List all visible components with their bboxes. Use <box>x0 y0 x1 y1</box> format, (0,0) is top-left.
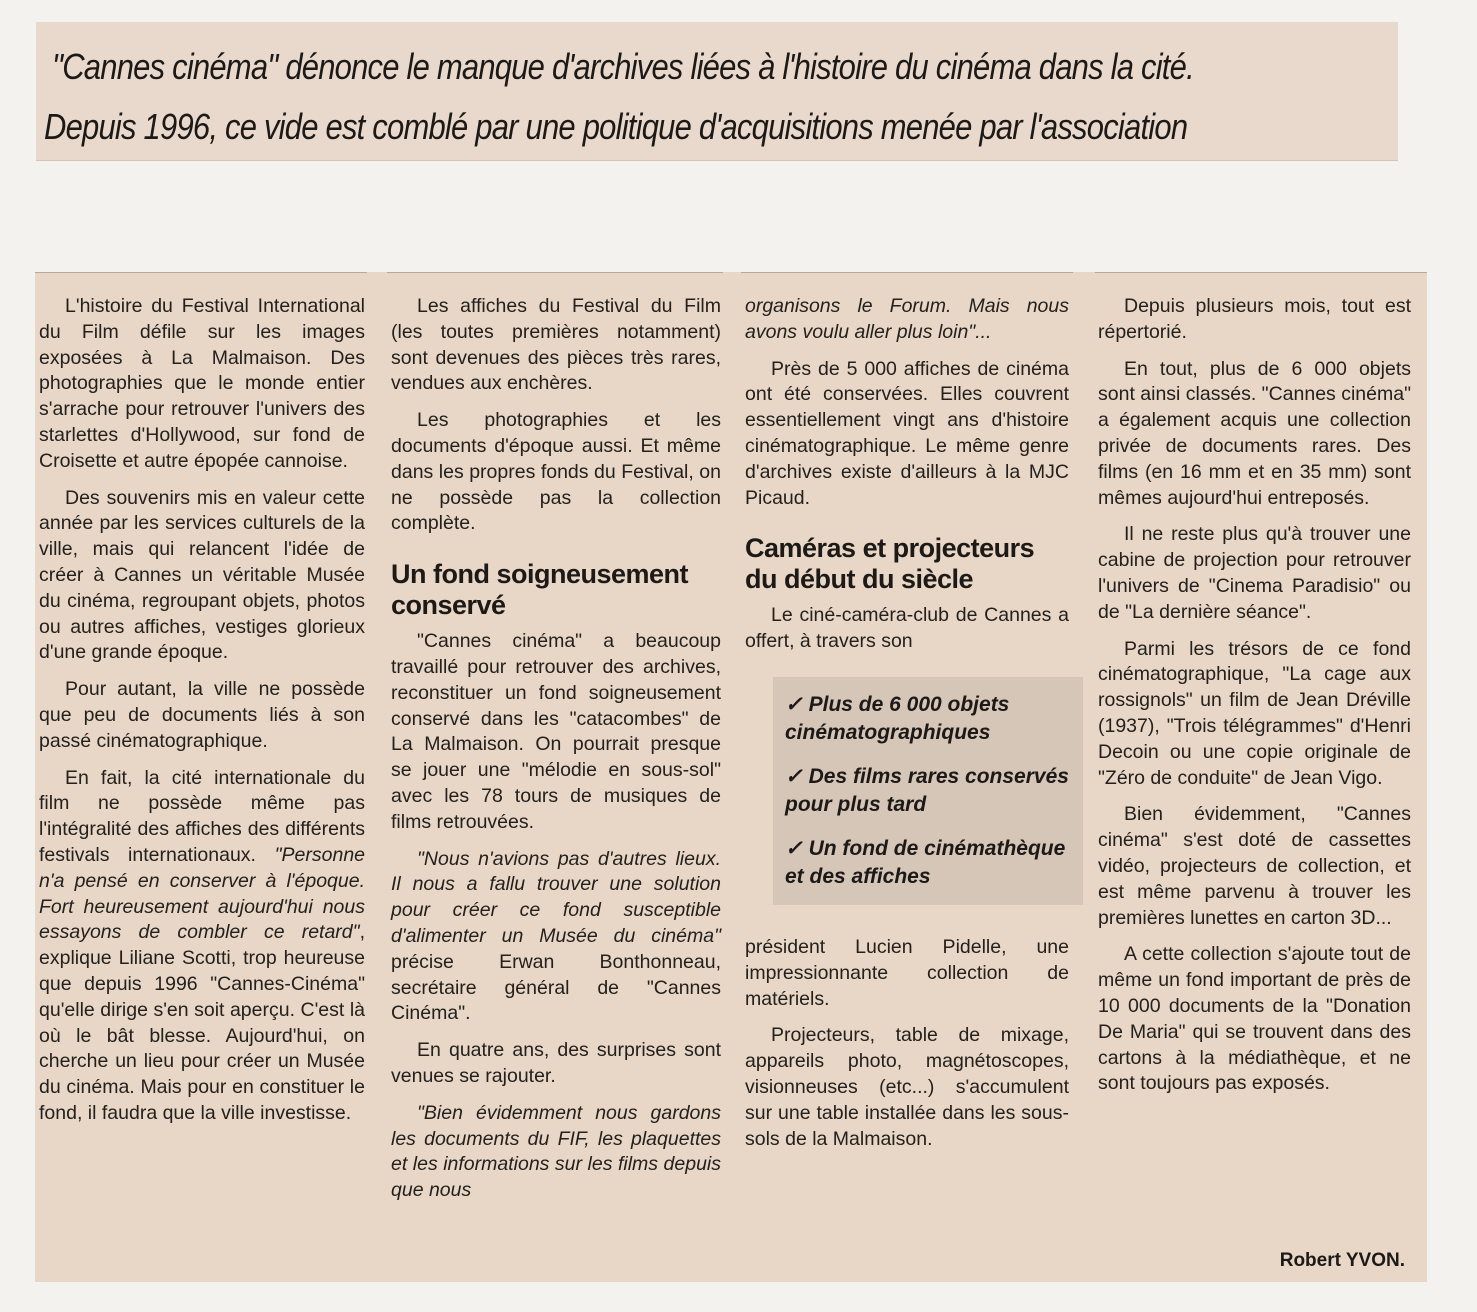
paragraph: Bien évidemment, "Cannes cinéma" s'est doté de cassettes vidéo, projecteurs de collection, et est même parvenu à trouver les premières lunettes en carton 3D... <box>1098 803 1411 929</box>
paragraph: En tout, plus de 6 000 objets sont ainsi classés. "Cannes cinéma" a également acquis une collection privée de documents rares. Des films (en 16 mm et en 35 mm) sont mêmes aujourd'hui entreposés. <box>1098 357 1411 509</box>
article-column-3 <box>745 294 1069 1163</box>
column-rule <box>741 272 1073 273</box>
paragraph: Les affiches du Festival du Film (les toutes premières notamment) sont devenues des pièces très rares, vendues aux enchères. <box>391 295 721 395</box>
paragraph: Des souvenirs mis en valeur cette année par les services culturels de la ville, mais qui relancent l'idée de créer à Cannes un véritable Musée du cinéma, regroupant objets, photos ou autres affiches, vestiges glorieux d'une grande époque. <box>39 486 365 664</box>
paragraph-text: En fait, la cité internationale du film ne possède même pas l'intégralité des affiches des différents festivals internationaux. <box>39 766 365 866</box>
paragraph: Depuis plusieurs mois, tout est répertorié. <box>1098 295 1411 343</box>
paragraph: Près de 5 000 affiches de cinéma ont été conservées. Elles couvrent essentiellement vingt ans d'histoire cinématographique. Le même genre d'archives existe d'ailleurs à la MJC Picaud. <box>745 357 1069 509</box>
article-column-4 <box>1098 294 1411 1108</box>
highlight-text: Un fond de cinémathèque et des affiches <box>785 836 1066 888</box>
paragraph: président Lucien Pidelle, une impressionnante collection de matériels. <box>745 935 1069 1010</box>
quote: organisons le Forum. Mais nous avons voulu aller plus loin"... <box>745 295 1069 343</box>
paragraph-text: , explique Liliane Scotti, trop heureuse que depuis 1996 "Cannes-Cinéma" qu'elle dirige s'en soit aperçu. C'est là où le bât blesse. Aujourd'hui, on cherche un lieu pour créer un Musée du cinéma. Mais pour en constituer le fond, il faudra que la ville investisse. <box>39 921 365 1124</box>
highlight-text: Des films rares conservés pour plus tard <box>785 764 1069 816</box>
subheading: Caméras et projecteurs du début du siècle <box>745 533 1035 595</box>
highlight-item <box>785 691 1073 747</box>
column-rule <box>1095 272 1427 273</box>
paragraph: "Cannes cinéma" a beaucoup travaillé pour retrouver des archives, reconstituer un fond soigneusement conservé dans les "catacombes" de La Malmaison. On pourrait presque se jouer une "mélodie en sous-sol" avec les 78 tours de musiques de films retrouvées. <box>391 630 721 833</box>
article-clipping <box>35 272 1427 1282</box>
headline-line-1: "Cannes cinéma" dénonce le manque d'archives liées à l'histoire du cinéma dans la cité. <box>52 46 1194 87</box>
paragraph: En quatre ans, des surprises sont venues se rajouter. <box>391 1039 721 1087</box>
author-byline: Robert YVON. <box>1279 1250 1405 1271</box>
checkmark-icon: ✓ <box>785 692 803 716</box>
highlights-box <box>773 677 1083 905</box>
quote: "Personne n'a pensé en conserver à l'époque. Fort heureusement aujourd'hui nous essayons de combler ce retard" <box>39 843 366 944</box>
checkmark-icon: ✓ <box>785 836 803 860</box>
paragraph: Il ne reste plus qu'à trouver une cabine de projection pour retrouver l'univers de "Cinema Paradisio" ou de "La dernière séance". <box>1098 523 1411 623</box>
paragraph <box>39 766 365 1127</box>
paragraph: L'histoire du Festival International du Film défile sur les images exposées à La Malmaison. Des photographies que le monde entier s'arrache pour retrouver l'univers des starlettes d'Hollywood, sur fond de Croisette et autre épopée cannoise. <box>39 295 365 472</box>
headline-line-2: Depuis 1996, ce vide est comblé par une politique d'acquisitions menée par l'association <box>44 106 1188 147</box>
paragraph: Parmi les trésors de ce fond cinématographique, "La cage aux rossignols" un film de Jean Dréville (1937), "Trois télégrammes" d'Henri Decoin ou une copie originale de "Zéro de conduite" de Jean Vigo. <box>1098 637 1411 789</box>
paragraph <box>391 847 721 1028</box>
article-column-2 <box>391 294 721 1215</box>
paragraph: Projecteurs, table de mixage, appareils photo, magnétoscopes, visionneuses (etc...) s'accumulent sur une table installée dans les sous-sols de la Malmaison. <box>745 1024 1069 1150</box>
checkmark-icon: ✓ <box>785 764 803 788</box>
highlight-item <box>785 835 1073 891</box>
paragraph: Pour autant, la ville ne possède que peu de documents liés à son passé cinématographique. <box>39 678 365 752</box>
paragraph: A cette collection s'ajoute tout de même un fond important de près de 10 000 documents de la "Donation De Maria" qui se trouvent dans des cartons à la médiathèque, et ne sont toujours pas exposés. <box>1098 943 1411 1095</box>
column-rule <box>387 272 723 273</box>
quote: "Bien évidemment nous gardons les documents du FIF, les plaquettes et les informations sur les films depuis que nous <box>391 1101 721 1202</box>
paragraph: Le ciné-caméra-club de Cannes a offert, à travers son <box>745 604 1069 653</box>
paragraph: Les photographies et les documents d'époque aussi. Et même dans les propres fonds du Festival, on ne possède pas la collection complète. <box>391 409 721 535</box>
highlight-item <box>785 763 1073 819</box>
article-column-1 <box>39 294 365 1138</box>
headline-strip <box>36 22 1398 161</box>
quote: "Nous n'avions pas d'autres lieux. Il nous a fallu trouver une solution pour créer ce fond susceptible d'alimenter un Musée du cinéma" <box>391 847 721 947</box>
subheading: Un fond soigneusement conservé <box>391 559 689 621</box>
highlight-text: Plus de 6 000 objets cinématographiques <box>785 692 1010 744</box>
column-rule <box>35 272 367 273</box>
paragraph-text: précise Erwan Bonthonneau, secrétaire général de "Cannes Cinéma". <box>391 950 721 1025</box>
